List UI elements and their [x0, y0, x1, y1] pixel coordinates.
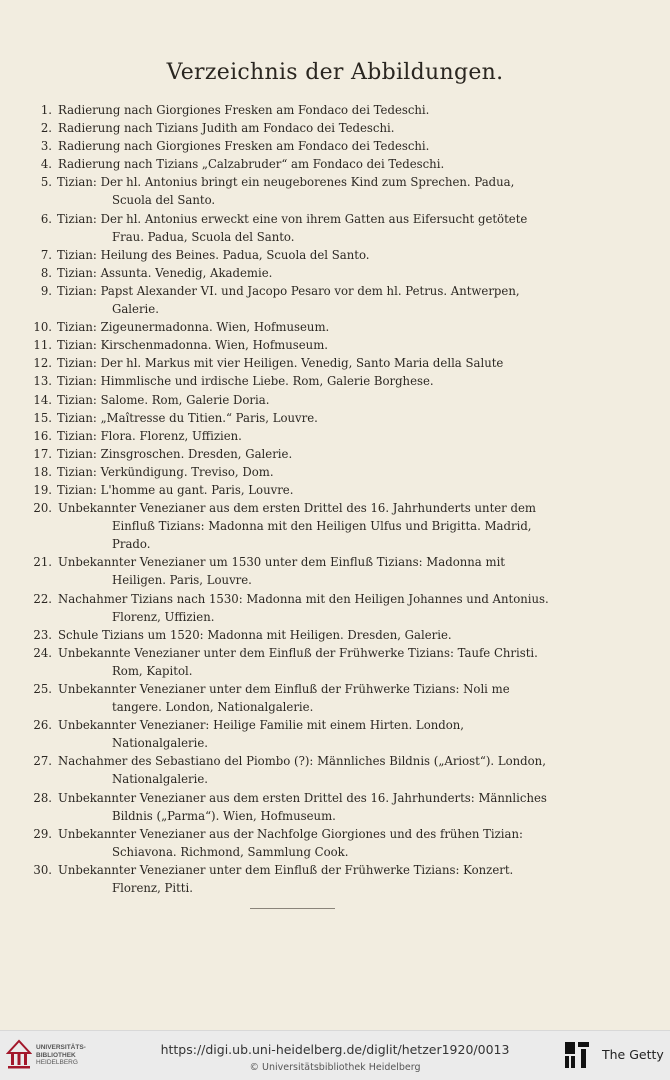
list-item [0, 716, 670, 752]
item-text: Tizian: Der hl. Antonius bringt ein neugeborenes Kind zum Sprechen. Padua, Scuola del Santo. [57, 175, 515, 208]
item-text: Radierung nach Tizians Judith am Fondaco dei Tedeschi. [58, 121, 395, 136]
item-number: 21. [33, 555, 52, 570]
item-number: 20. [33, 501, 52, 516]
list-item [0, 752, 670, 788]
list-item [0, 101, 670, 119]
item-text: Tizian: L'homme au gant. Paris, Louvre. [57, 482, 294, 497]
item-number: 1. [40, 103, 52, 117]
list-item [0, 427, 670, 445]
item-number: 25. [33, 682, 52, 696]
item-text: Nachahmer des Sebastiano del Piombo (?): Männliches Bildnis („Ariost“). London, Nationalgalerie. [58, 754, 546, 787]
list-item [0, 372, 670, 390]
item-text: Nachahmer Tizians nach 1530: Madonna mit den Heiligen Johannes und Antonius. Florenz, Uffizien. [58, 591, 549, 624]
item-number: 4. [40, 157, 52, 172]
viewer-footer [0, 1030, 670, 1080]
item-text: Unbekannter Venezianer: Heilige Familie mit einem Hirten. London, Nationalgalerie. [58, 718, 465, 751]
list-item [0, 137, 670, 155]
list-item [0, 590, 670, 626]
item-number: 18. [33, 464, 52, 479]
item-text: Schule Tizians um 1520: Madonna mit Heiligen. Dresden, Galerie. [58, 627, 452, 642]
item-number: 12. [33, 356, 52, 371]
list-item [0, 789, 670, 825]
permalink-url[interactable]: https://digi.ub.uni-heidelberg.de/diglit/hetzer1920/0013 [160, 1042, 510, 1057]
item-number: 27. [33, 754, 52, 769]
list-item [0, 861, 670, 897]
item-text: Tizian: „Maîtresse du Titien.“ Paris, Louvre. [57, 410, 318, 425]
list-item [0, 336, 670, 354]
list-item [0, 499, 670, 553]
item-text: Tizian: Papst Alexander VI. und Jacopo Pesaro vor dem hl. Petrus. Antwerpen, Galerie. [57, 283, 520, 317]
list-item [0, 626, 670, 644]
item-text: Tizian: Kirschenmadonna. Wien, Hofmuseum. [57, 338, 328, 353]
item-number: 23. [33, 627, 52, 642]
item-text: Unbekannter Venezianer um 1530 unter dem Einfluß Tizians: Madonna mit Heiligen. Paris, Louvre. [58, 555, 506, 588]
item-text: Unbekannter Venezianer unter dem Einfluß der Frühwerke Tizians: Konzert. Florenz, Pitti. [58, 862, 514, 896]
closing-rule [250, 908, 335, 909]
list-item [0, 173, 670, 209]
item-number: 26. [33, 718, 52, 733]
getty-logo-icon[interactable] [563, 1040, 591, 1070]
item-text: Tizian: Salome. Rom, Galerie Doria. [57, 392, 270, 407]
library-name-line: BIBLIOTHEK [36, 1051, 76, 1059]
list-item [0, 318, 670, 336]
item-text: Radierung nach Giorgiones Fresken am Fondaco dei Tedeschi. [58, 103, 430, 117]
item-text: Radierung nach Tizians „Calzabruder“ am Fondaco dei Tedeschi. [58, 157, 445, 172]
item-number: 10. [33, 320, 52, 335]
item-number: 13. [33, 374, 52, 389]
item-text: Tizian: Flora. Florenz, Uffizien. [57, 428, 242, 443]
item-text: Tizian: Assunta. Venedig, Akademie. [57, 265, 273, 280]
item-number: 22. [33, 591, 52, 606]
item-text: Tizian: Verkündigung. Treviso, Dom. [57, 464, 274, 479]
item-text: Unbekannte Venezianer unter dem Einfluß der Frühwerke Tizians: Taufe Christi. Rom, Kapitol. [58, 645, 538, 678]
item-number: 3. [40, 139, 52, 154]
list-item [0, 354, 670, 372]
page-title: Verzeichnis der Abbildungen. [166, 60, 504, 85]
item-number: 14. [33, 392, 52, 407]
item-number: 24. [33, 645, 52, 660]
item-text: Tizian: Der hl. Markus mit vier Heiligen. Venedig, Santo Maria della Salute [57, 356, 504, 371]
item-text: Tizian: Himmlische und irdische Liebe. Rom, Galerie Borghese. [57, 374, 434, 389]
copyright-notice: © Universitätsbibliothek Heidelberg [249, 1062, 421, 1073]
item-text: Tizian: Heilung des Beines. Padua, Scuola del Santo. [57, 247, 370, 262]
item-text: Tizian: Zigeunermadonna. Wien, Hofmuseum. [57, 320, 330, 335]
item-number: 19. [33, 482, 52, 497]
item-text: Unbekannter Venezianer aus der Nachfolge Giorgiones und des frühen Tizian: Schiavona. Richmond, Sammlung Cook. [58, 826, 523, 859]
item-number: 16. [33, 428, 52, 443]
list-item [0, 409, 670, 427]
item-text: Tizian: Zinsgroschen. Dresden, Galerie. [57, 446, 293, 461]
list-item [0, 463, 670, 481]
list-item [0, 264, 670, 282]
item-text: Unbekannter Venezianer aus dem ersten Drittel des 16. Jahrhunderts unter dem Einfluß Tizians: Madonna mit den Heiligen Ulfus und Brigitta. Madrid, Prado. [58, 501, 536, 552]
library-name-line: UNIVERSITÄTS- [36, 1044, 86, 1051]
item-number: 5. [40, 175, 52, 190]
list-item [0, 445, 670, 463]
item-number: 30. [33, 862, 52, 877]
list-item [0, 246, 670, 264]
item-number: 6. [40, 211, 52, 226]
list-item [0, 481, 670, 499]
list-item [0, 825, 670, 861]
library-name-line: HEIDELBERG [36, 1059, 78, 1066]
item-number: 8. [40, 265, 52, 280]
list-item [0, 391, 670, 409]
list-item [0, 119, 670, 137]
figure-list [0, 101, 670, 897]
item-text: Unbekannter Venezianer aus dem ersten Drittel des 16. Jahrhunderts: Männliches Bildnis („Parma“). Wien, Hofmuseum. [58, 790, 547, 823]
item-text: Radierung nach Giorgiones Fresken am Fondaco dei Tedeschi. [58, 139, 430, 154]
item-number: 9. [40, 283, 52, 298]
item-number: 28. [33, 790, 52, 805]
getty-label: The Getty [602, 1047, 664, 1062]
item-number: 11. [33, 338, 52, 353]
item-text: Tizian: Der hl. Antonius erweckt eine von ihrem Gatten aus Eifersucht getötete Frau. Padua, Scuola del Santo. [57, 211, 528, 244]
list-item [0, 644, 670, 680]
list-item [0, 680, 670, 716]
item-number: 15. [33, 410, 52, 425]
item-number: 29. [33, 826, 52, 841]
list-item [0, 210, 670, 246]
item-text: Unbekannter Venezianer unter dem Einfluß der Frühwerke Tizians: Noli me tangere. London, Nationalgalerie. [58, 682, 510, 715]
item-number: 17. [33, 446, 52, 461]
list-item [0, 282, 670, 318]
list-item [0, 155, 670, 173]
item-number: 2. [40, 121, 52, 136]
list-item [0, 553, 670, 589]
item-number: 7. [40, 247, 52, 262]
